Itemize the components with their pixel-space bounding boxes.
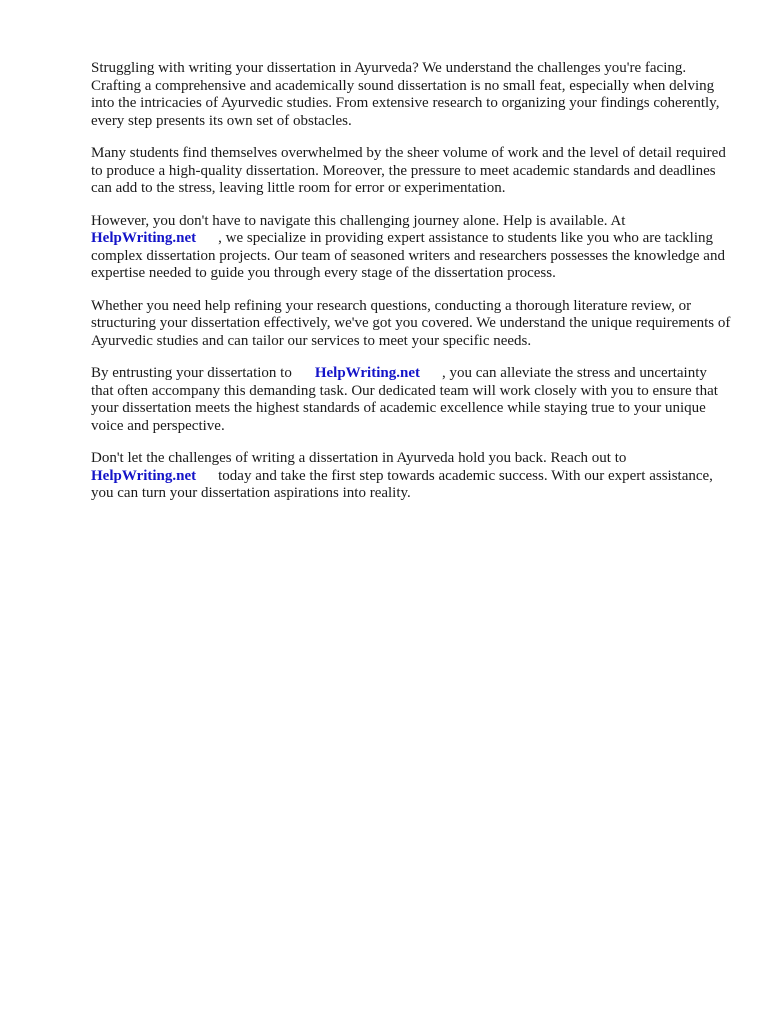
document-page	[91, 60, 731, 518]
paragraph-whether	[91, 298, 731, 351]
paragraph-closing	[91, 450, 731, 503]
helpwriting-link-1[interactable]: HelpWriting.net	[91, 230, 197, 246]
paragraph-entrusting-text-after: , you can alleviate the stress and uncertainty that often accompany this demanding task. Our dedicated team will work closely with you to ensure that your dissertation meets the highest standards of academic excellence while staying true to your unique voice and perspective.	[91, 365, 718, 434]
paragraph-overwhelmed-text: Many students find themselves overwhelmed by the sheer volume of work and the level of detail required to produce a high-quality dissertation. Moreover, the pressure to meet academic standards and deadlines can add to the stress, leaving little room for error or experimentation.	[91, 145, 726, 196]
paragraph-overwhelmed	[91, 145, 731, 198]
paragraph-closing-text-after: today and take the first step towards academic success. With our expert assistance, you can turn your dissertation aspirations into reality.	[91, 467, 713, 501]
helpwriting-link-2[interactable]: HelpWriting.net	[314, 365, 420, 381]
paragraph-help-available	[91, 213, 731, 283]
paragraph-closing-text-before: Don't let the challenges of writing a dissertation in Ayurveda hold you back. Reach out to	[91, 450, 627, 466]
paragraph-entrusting	[91, 365, 731, 435]
paragraph-entrusting-text-before: By entrusting your dissertation to	[91, 365, 292, 381]
paragraph-intro	[91, 60, 731, 130]
paragraph-whether-text: Whether you need help refining your research questions, conducting a thorough literature review, or structuring your dissertation effectively, we've got you covered. We understand the unique requirements of Ayurvedic studies and can tailor our services to meet your specific needs.	[91, 297, 731, 349]
paragraph-help-available-text-after: , we specialize in providing expert assistance to students like you who are tackling complex dissertation projects. Our team of seasoned writers and researchers possesses the knowledge and expertise needed to guide you through every stage of the dissertation process.	[91, 230, 725, 281]
paragraph-intro-text: Struggling with writing your dissertation in Ayurveda? We understand the challenges you're facing. Crafting a comprehensive and academically sound dissertation is no small feat, especially when delving into the intricacies of Ayurvedic studies. From extensive research to organizing your findings coherently, every step presents its own set of obstacles.	[91, 60, 720, 129]
helpwriting-link-3[interactable]: HelpWriting.net	[91, 467, 197, 484]
paragraph-help-available-text-before: However, you don't have to navigate this challenging journey alone. Help is available. At	[91, 212, 626, 229]
